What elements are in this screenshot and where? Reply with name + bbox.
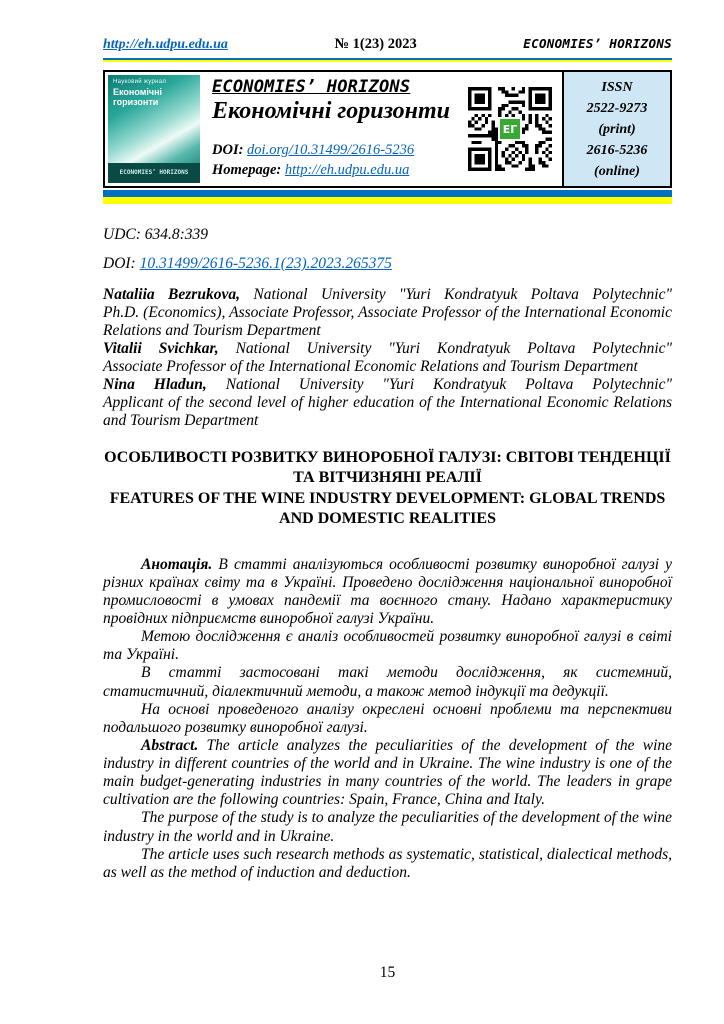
abstract-paragraph: [103, 664, 672, 700]
article-doi-link[interactable]: 10.31499/2616-5236.1(23).2023.265375: [139, 255, 392, 272]
issn-print-suffix: (print): [598, 121, 636, 137]
flag-stripe-blue: [103, 190, 672, 197]
authors-block: [103, 286, 672, 430]
article-doi-label: DOI:: [103, 255, 136, 272]
masthead-homepage-link[interactable]: http://eh.udpu.edu.ua: [284, 161, 410, 178]
header-rule-yellow: [103, 60, 672, 62]
journal-cover-image: [108, 75, 200, 183]
abstract-paragraph: [103, 556, 672, 629]
article-title-en: FEATURES OF THE WINE INDUSTRY DEVELOPMENT: GLOBAL TRENDS AND DOMESTIC REALITIES: [109, 489, 666, 528]
udc-line: UDC: 634.8:339: [103, 226, 209, 243]
author-affiliation: National University "Yuri Kondratyuk Poltava Polytechnic": [225, 375, 672, 393]
abstract-lead: Abstract.: [141, 736, 199, 754]
abstract-text: В статті аналізуються особливості розвитку виноробної галузі у різних країнах світу та в Україні. Проведено дослідження національної виноробної промисловості в умовах пандемії та воєнного стану. Надано характеристику провідних підприємств виноробної галузі України.: [103, 555, 673, 627]
masthead-homepage-line: [212, 161, 463, 181]
author-line: [103, 286, 672, 304]
issn-label: ISSN: [601, 79, 633, 95]
masthead-homepage-label: Homepage:: [212, 161, 282, 178]
abstract-text: В статті застосовані такі методи дослідження, як системний, статистичний, діалектичний методи, а також метод індукції та дедукції.: [103, 664, 672, 700]
masthead-info: [203, 72, 562, 186]
running-head-url-link[interactable]: http://eh.udpu.edu.ua: [103, 37, 228, 52]
page-number: 15: [379, 964, 396, 981]
masthead-title-en: ECONOMIES’ HORIZONS: [212, 77, 411, 97]
running-head-journal-title: ECONOMIES’ HORIZONS: [523, 36, 672, 51]
author-role: Ph.D. (Economics), Associate Professor, Associate Professor of the International Economic Relations and Tourism Department: [103, 303, 672, 339]
abstract-text: Метою дослідження є аналіз особливостей розвитку виноробної галузі в світі та Україні.: [103, 628, 672, 664]
article-doi-line: [103, 255, 672, 273]
author-line: [103, 376, 672, 394]
abstract-paragraph: [103, 628, 672, 664]
issn-online-suffix: (online): [594, 163, 640, 179]
abstract-paragraph: [103, 809, 672, 845]
issn-online-number: 2616-5236: [586, 142, 648, 158]
masthead-title-uk: Економічні горизонти: [212, 98, 450, 124]
cover-footer-logo: ECONOMIES’ HORIZONS: [108, 163, 200, 183]
abstract-text: The article uses such research methods as systematic, statistical, dialectical methods, as well as the method of induction and deduction.: [103, 845, 672, 881]
abstract-lead: Анотація.: [141, 555, 213, 573]
flag-stripe-yellow: [103, 197, 672, 204]
qr-center-badge: ЕГ: [498, 117, 522, 141]
article-body: [103, 226, 672, 882]
abstract-paragraph: [103, 737, 672, 810]
author-role: Associate Professor of the International Economic Relations and Tourism Department: [103, 357, 638, 375]
masthead-doi-line: [212, 141, 463, 161]
abstract-text: На основі проведеного аналізу окреслені основні проблеми та перспективи подальшого розвитку виноробної галузі.: [103, 700, 672, 736]
author-role: Applicant of the second level of higher education of the International Economic Relations and Tourism Department: [103, 393, 672, 429]
masthead-text: [212, 77, 463, 181]
masthead-doi-link[interactable]: doi.org/10.31499/2616-5236: [247, 142, 415, 158]
author-affiliation: National University "Yuri Kondratyuk Poltava Polytechnic": [235, 339, 673, 357]
author-name: Nataliia Bezrukova,: [103, 286, 240, 303]
journal-masthead: [103, 70, 672, 188]
masthead-doi-label: DOI:: [212, 142, 244, 158]
issn-panel: [562, 72, 670, 186]
qr-code: [468, 87, 552, 171]
abstract-paragraph: [103, 846, 672, 882]
abstract-section: [103, 556, 672, 882]
cover-title: Економічні горизонти: [113, 87, 163, 108]
abstract-paragraph: [103, 701, 672, 737]
author-affiliation: National University "Yuri Kondratyuk Poltava Polytechnic": [253, 286, 672, 303]
running-head: [103, 36, 672, 53]
abstract-text: The purpose of the study is to analyze the peculiarities of the development of the wine industry in the world and in Ukraine.: [103, 809, 672, 845]
author-line: [103, 340, 672, 358]
running-head-issue: № 1(23) 2023: [334, 36, 417, 52]
issn-print-number: 2522-9273: [586, 100, 648, 116]
author-name: Vitalii Svichkar,: [103, 339, 219, 357]
author-name: Nina Hladun,: [103, 375, 207, 393]
cover-kicker: Науковий журнал: [113, 79, 167, 85]
article-title-uk: ОСОБЛИВОСТІ РОЗВИТКУ ВИНОРОБНОЇ ГАЛУЗІ: СВІТОВІ ТЕНДЕНЦІЇ ТА ВІТЧИЗНЯНІ РЕАЛІЇ: [104, 448, 671, 487]
abstract-text: The article analyzes the peculiarities of the development of the wine industry in different countries of the world and in Ukraine. The wine industry is one of the main budget-generating industries in many countries of the world. The leaders in grape cultivation are the following countries: Spain, France, China and Italy.: [103, 736, 672, 809]
